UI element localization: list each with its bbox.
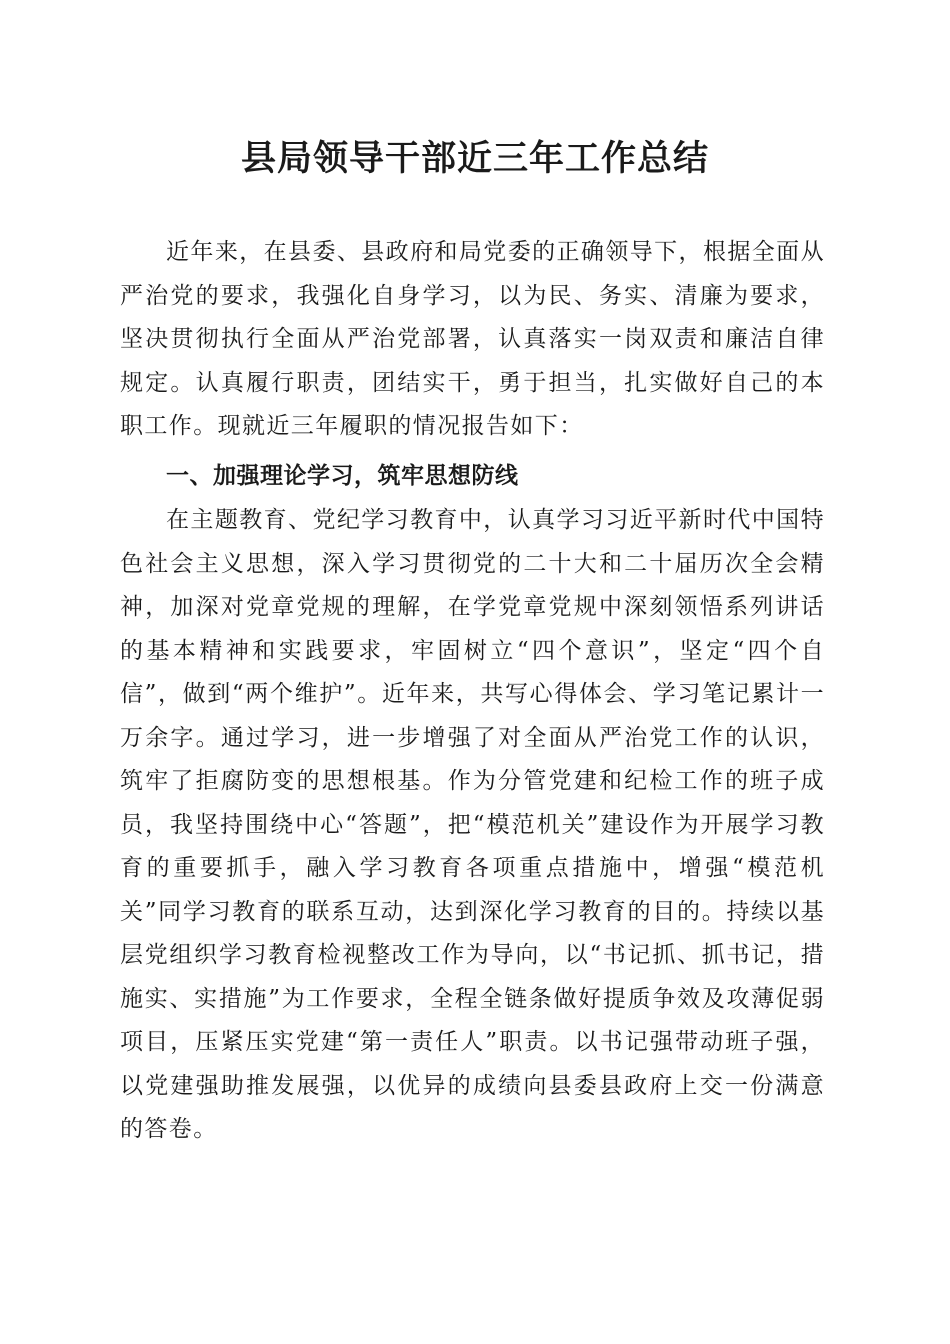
document-title: 县局领导干部近三年工作总结 — [240, 138, 709, 179]
section-1-paragraph: 在主题教育、党纪学习教育中，认真学习习近平新时代中国特色社会主义思想，深入学习贯彻党的二十大和二十届历次全会精神，加深对党章党规的理解，在学党章党规中深刻领悟系列讲话的基本精神和实践要求，牢固树立“四个意识”，坚定“四个自信”，做到“两个维护”。近年来，共写心得体会、学习笔记累计一万余字。通过学习，进一步增强了对全面从严治党工作的认识，筑牢了拒腐防变的思想根基。作为分管党建和纪检工作的班子成员，我坚持围绕中心“答题”，把“模范机关”建设作为开展学习教育的重要抓手，融入学习教育各项重点措施中，增强“模范机关”同学习教育的联系互动，达到深化学习教育的目的。持续以基层党组织学习教育检视整改工作为导向，以“书记抓、抓书记，措施实、实措施”为工作要求，全程全链条做好提质争效及攻薄促弱项目，压紧压实党建“第一责任人”职责。以书记强带动班子强，以党建强助推发展强，以优异的成绩向县委县政府上交一份满意的答卷。 — [120, 507, 825, 1142]
section-heading-1: 一、加强理论学习，筑牢思想防线 — [166, 463, 519, 489]
intro-paragraph: 近年来，在县委、县政府和局党委的正确领导下，根据全面从严治党的要求，我强化自身学习，以为民、务实、清廉为要求，坚决贯彻执行全面从严治党部署，认真落实一岗双责和廉洁自律规定。认真履行职责，团结实干，勇于担当，扎实做好自己的本职工作。现就近三年履职的情况报告如下： — [120, 239, 825, 439]
